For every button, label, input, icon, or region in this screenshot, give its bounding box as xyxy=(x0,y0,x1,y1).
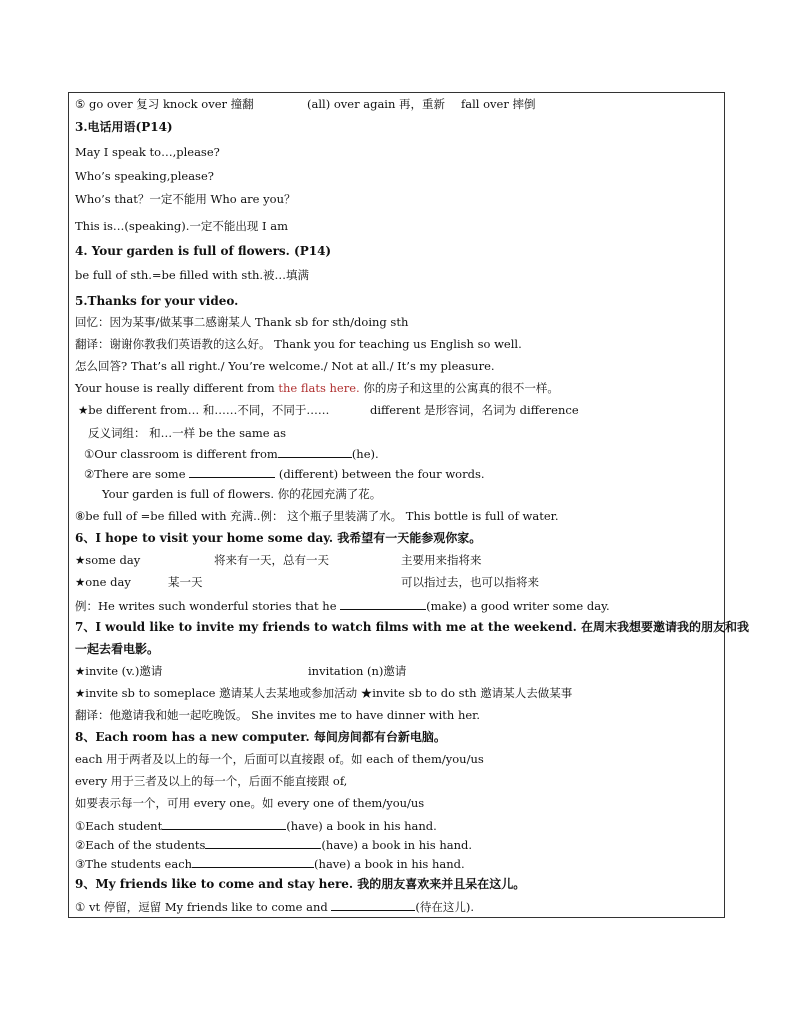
section-4-heading: 4. Your garden is full of flowers. (P14) xyxy=(75,244,332,258)
line-t3: 怎么回答? That’s all right./ You’re welcome./ Not at all./ It’s my pleasure. xyxy=(75,359,495,373)
line-t2: 翻译：谢谢你教我们英语教的这么好。 Thank you for teaching us English so well. xyxy=(75,337,522,351)
line-t4: Your house is really different from the flats here. 你的房子和这里的公寓真的很不一样。 xyxy=(75,381,559,395)
section-3-heading: 3.电话用语(P14) xyxy=(75,120,173,134)
line-d2: 反义词组： 和…一样 be the same as xyxy=(88,426,287,440)
content-frame xyxy=(68,92,725,918)
line-f1: be full of sth.=be filled with sth.被…填满 xyxy=(75,268,310,282)
line-h3: 例：He writes such wonderful stories that he (make) a good writer some day. xyxy=(75,599,610,613)
section-6-heading: 6、I hope to visit your home some day. 我希望有一天能参观你家。 xyxy=(75,531,482,545)
line-e5: ②Each of the students (have) a book in his hand. xyxy=(75,838,473,852)
line-i2: ★invite sb to someplace 邀请某人去某地或参加活动 ★invite sb to do sth 邀请某人去做某事 xyxy=(75,686,573,700)
line-d3: ①Our classroom is different from (he). xyxy=(84,447,379,461)
line-e2: every 用于三者及以上的每一个，后面不能直接跟 of, xyxy=(75,774,348,788)
line-e4: ①Each student (have) a book in his hand. xyxy=(75,819,437,833)
line-t1: 回忆：因为某事/做某事二感谢某人 Thank sb for sth/doing sth xyxy=(75,315,409,329)
line-p4: This is…(speaking).一定不能出现 I am xyxy=(75,219,288,233)
line-p1: May I speak to…,please? xyxy=(75,145,220,159)
section-7-heading-cont: 一起去看电影。 xyxy=(75,642,160,656)
blank-3 xyxy=(340,598,426,610)
line-e1: each 用于两者及以上的每一个，后面可以直接跟 of。如 each of them/you/us xyxy=(75,752,484,766)
line-e3: 如要表示每一个，可用 every one。如 every one of them/you/us xyxy=(75,796,425,810)
line-d5: Your garden is full of flowers. 你的花园充满了花。 xyxy=(102,487,382,501)
line-d4: ②There are some (different) between the four words. xyxy=(84,467,485,481)
line-p2: Who’s speaking,please? xyxy=(75,169,214,183)
blank-4 xyxy=(162,818,286,830)
section-9-heading: 9、My friends like to come and stay here. 我的朋友喜欢来并且呆在这儿。 xyxy=(75,877,526,891)
blank-2 xyxy=(189,466,275,478)
blank-5 xyxy=(205,837,321,849)
line-p3: Who’s that？一定不能用 Who are you？ xyxy=(75,192,296,206)
section-5-heading: 5.Thanks for your video. xyxy=(75,294,239,308)
line-d6: ⑧be full of =be filled with 充满..例： 这个瓶子里装满了水。 This bottle is full of water. xyxy=(75,509,559,523)
blank-1 xyxy=(278,446,352,458)
line-i3: 翻译：他邀请我和她一起吃晚饭。 She invites me to have dinner with her. xyxy=(75,708,481,722)
blank-7 xyxy=(331,899,415,911)
line-y1: ① vt 停留，逗留 My friends like to come and (待在这儿). xyxy=(75,900,475,914)
section-8-heading: 8、Each room has a new computer. 每间房间都有台新电脑。 xyxy=(75,730,446,744)
line-e6: ③The students each (have) a book in his hand. xyxy=(75,857,465,871)
section-7-heading: 7、I would like to invite my friends to watch films with me at the weekend. 在周末我想要邀请我的朋友和我 xyxy=(75,620,749,634)
blank-6 xyxy=(192,856,314,868)
